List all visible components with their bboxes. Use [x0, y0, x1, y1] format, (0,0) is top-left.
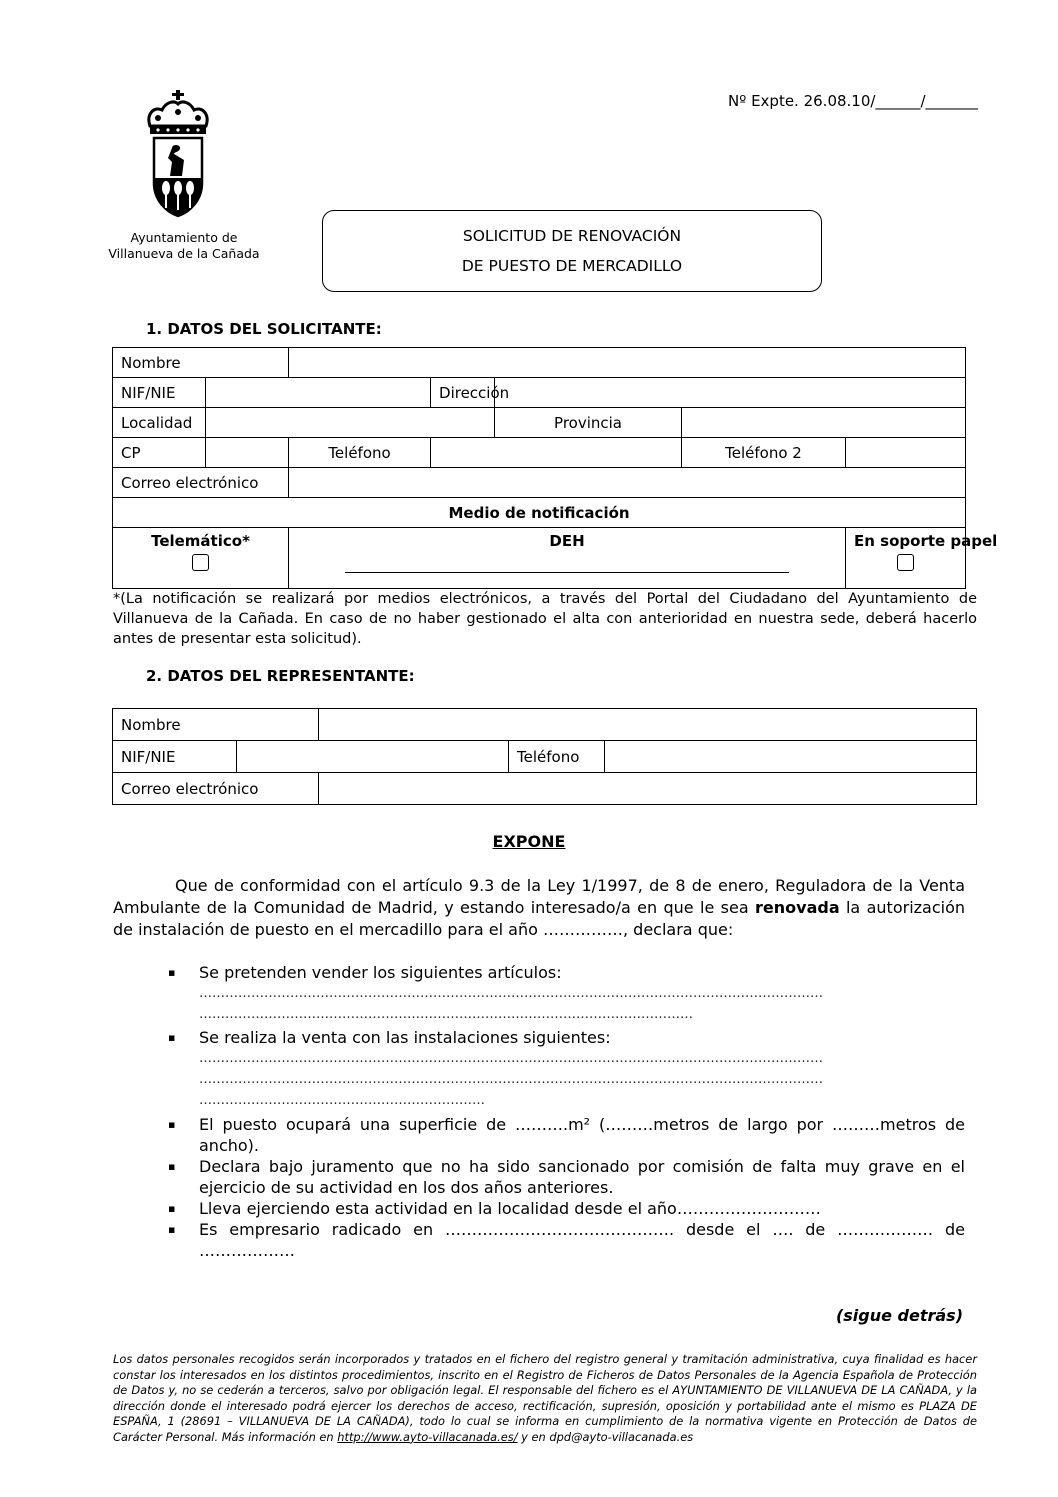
rep-nombre-field[interactable]	[319, 709, 977, 741]
rep-correo-field[interactable]	[319, 773, 977, 805]
footer-text2: y en dpd@ayto-villacanada.es	[517, 1429, 694, 1444]
label-deh: DEH	[549, 532, 585, 550]
rep-nif-field[interactable]	[237, 741, 509, 773]
localidad-field[interactable]	[206, 408, 495, 438]
deh-option[interactable]	[289, 528, 846, 589]
papel-checkbox[interactable]	[897, 554, 914, 571]
list-item	[168, 1114, 965, 1156]
data-protection-footer	[113, 1352, 977, 1445]
bullet-empresario: Es empresario radicado en ……………………………………. desde el …. de ……………… de ………………	[199, 1220, 965, 1260]
bullet-icon: ▪	[168, 1160, 176, 1173]
deh-input-line[interactable]	[345, 572, 789, 573]
label-provincia: Provincia	[495, 408, 682, 438]
section1-heading: 1. DATOS DEL SOLICITANTE:	[146, 320, 382, 338]
website-link[interactable]: http://www.ayto-villacanada.es/	[337, 1429, 518, 1444]
cp-field[interactable]	[206, 438, 289, 468]
label-nif: NIF/NIE	[113, 378, 206, 408]
label-telefono2: Teléfono 2	[682, 438, 846, 468]
declaration-list	[168, 962, 965, 1261]
list-item	[168, 1198, 965, 1219]
label-direccion: Dirección	[431, 378, 495, 408]
label-papel: En soporte papel	[854, 532, 998, 550]
instalaciones-line1[interactable]: ………………………………………………………………………………………………………………………………	[199, 1051, 823, 1066]
bullet-articulos: Se pretenden vender los siguientes artículos:	[199, 963, 562, 982]
logo-caption-line2: Villanueva de la Cañada	[108, 246, 260, 261]
label-telematico: Telemático*	[151, 532, 250, 550]
list-item	[168, 1219, 965, 1261]
bullet-superficie: El puesto ocupará una superficie de ……….m² (………metros de largo por ………metros de ancho).	[199, 1115, 965, 1155]
label-nombre: Nombre	[113, 348, 289, 378]
bullet-instalaciones: Se realiza la venta con las instalaciones siguientes:	[199, 1028, 611, 1047]
correo-field[interactable]	[289, 468, 966, 498]
expediente-number: Nº Expte. 26.08.10/______/_______	[728, 92, 978, 110]
section2-heading: 2. DATOS DEL REPRESENTANTE:	[146, 667, 415, 685]
expone-paragraph	[113, 875, 965, 941]
paragraph-part1: Que de conformidad con el artículo 9.3 de la Ley 1/1997, de 8 de enero, Reguladora de la Venta Ambulante de la Comunidad de Madrid, y estando interesado/a en que le sea	[113, 876, 965, 917]
label-cp: CP	[113, 438, 206, 468]
rep-label-nombre: Nombre	[113, 709, 319, 741]
representative-data-table	[112, 708, 977, 805]
list-item	[168, 1027, 965, 1111]
paragraph-bold: renovada	[755, 898, 840, 917]
list-item	[168, 1156, 965, 1198]
label-correo: Correo electrónico	[113, 468, 289, 498]
municipal-coat-of-arms-logo	[128, 88, 228, 227]
instalaciones-line2[interactable]: ………………………………………………………………………………………………………………………………	[199, 1072, 823, 1087]
paragraph-part2: la autorización de instalación de puesto en el mercadillo para el año ……………, declara que:	[113, 898, 966, 939]
papel-option[interactable]	[846, 528, 998, 589]
telefono2-field[interactable]	[846, 438, 966, 468]
bullet-juramento: Declara bajo juramento que no ha sido sancionado por comisión de falta muy grave en el ejercicio de su actividad en los dos años anteriores.	[199, 1157, 965, 1197]
rep-label-nif: NIF/NIE	[113, 741, 237, 773]
label-telefono: Teléfono	[289, 438, 431, 468]
rep-label-telefono: Teléfono	[509, 741, 605, 773]
footer-text1: Los datos personales recogidos serán incorporados y tratados en el fichero del registro general y tramitación administrativa, cuya finalidad es hacer constar los interesados en los distintos procedimientos, inscrito en el Registro de Ficheros de Datos Personales de la Agencia Española de Protección de Datos y, no se cederán a terceros, salvo por obligación legal. El responsable del fichero es el AYUNTAMIENTO DE VILLANUEVA DE LA CAÑADA, y la dirección donde el interesado podrá ejercer los derechos de acceso, rectificación, supresión, oposición y portabilidad ante el mismo es PLAZA DE ESPAÑA, 1 (28691 – VILLANUEVA DE LA CAÑADA), todo lo cual se informa en cumplimiento de la normativa vigente en Protección de Datos de Carácter Personal. Más información en	[113, 1352, 977, 1444]
title-line2: DE PUESTO DE MERCADILLO	[461, 257, 683, 275]
telefono-field[interactable]	[431, 438, 682, 468]
notification-note: *(La notificación se realizará por medios electrónicos, a través del Portal del Ciudadano del Ayuntamiento de Villanueva de la Cañada. En caso de no haber gestionado el alta con anterioridad en nuestra sede, deberá hacerlo antes de presentar esta solicitud).	[113, 591, 977, 647]
bullet-icon: ▪	[168, 1223, 176, 1236]
telematico-checkbox[interactable]	[192, 554, 209, 571]
expone-heading: EXPONE	[492, 832, 566, 851]
list-item	[168, 962, 965, 1025]
bullet-icon: ▪	[168, 1118, 176, 1131]
title-line1: SOLICITUD DE RENOVACIÓN	[462, 227, 682, 245]
applicant-data-table	[112, 347, 998, 589]
rep-telefono-field[interactable]	[605, 741, 977, 773]
nombre-field[interactable]	[289, 348, 966, 378]
articulos-line2[interactable]: ……………………………………………………………………………………………………	[199, 1007, 693, 1022]
provincia-field[interactable]	[682, 408, 966, 438]
instalaciones-line3[interactable]: …………………………………………………………	[199, 1093, 485, 1108]
bullet-icon: ▪	[168, 966, 176, 979]
label-medio-notificacion: Medio de notificación	[113, 498, 966, 528]
logo-caption-line1: Ayuntamiento de	[130, 230, 238, 245]
bullet-actividad: Lleva ejerciendo esta actividad en la localidad desde el año………………………	[199, 1199, 821, 1218]
document-title-box	[322, 210, 822, 292]
bullet-icon: ▪	[168, 1202, 176, 1215]
label-localidad: Localidad	[113, 408, 206, 438]
rep-label-correo: Correo electrónico	[113, 773, 319, 805]
logo-caption	[104, 230, 264, 262]
bullet-icon: ▪	[168, 1031, 176, 1044]
nif-field[interactable]	[206, 378, 431, 408]
articulos-line1[interactable]: ………………………………………………………………………………………………………………………………	[199, 986, 823, 1001]
direccion-field[interactable]	[495, 378, 966, 408]
telematico-option[interactable]	[113, 528, 289, 589]
continue-overleaf: (sigue detrás)	[835, 1306, 963, 1325]
